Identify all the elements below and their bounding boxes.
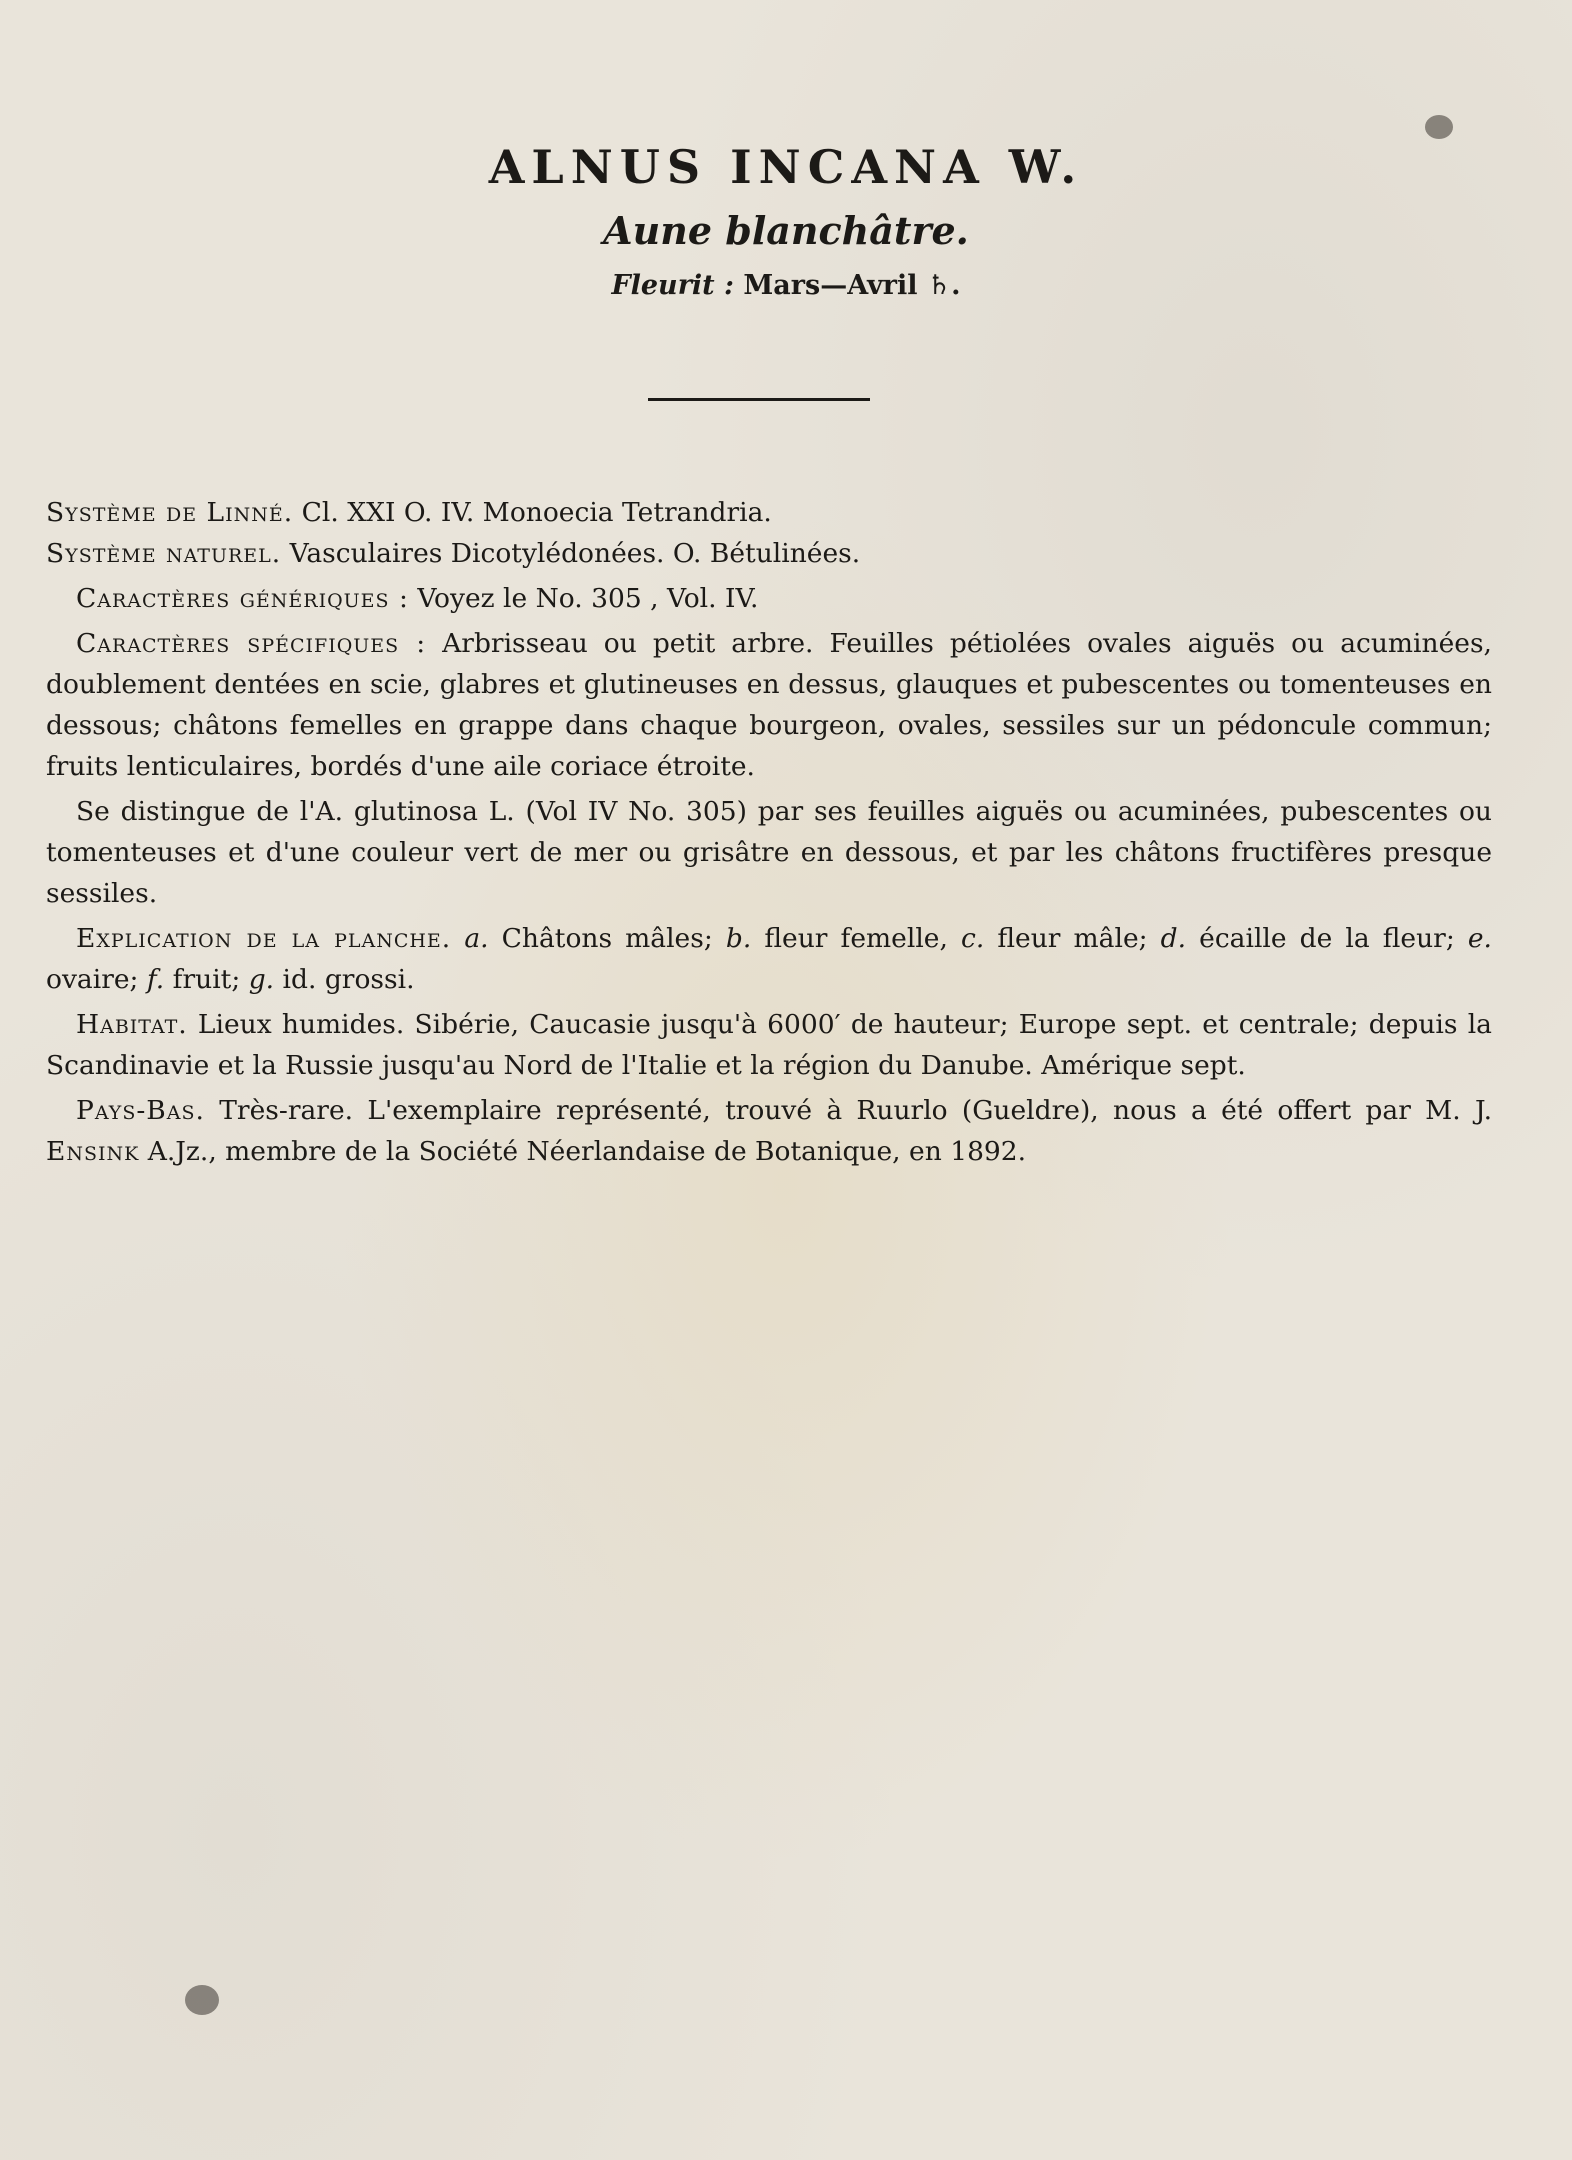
pays-bas-text-1: Très-rare. L'exemplaire représenté, trouvé à Ruurlo (Gueldre), nous a été offert par M. J. bbox=[219, 1095, 1492, 1126]
systeme-naturel-label: Système naturel. bbox=[46, 538, 282, 569]
caracteres-specifiques-text: Arbrisseau ou petit arbre. Feuilles pétiolées ovales aiguës ou acuminées, doublement dentées en scie, glabres et glutineuses en dessus, glauques et pubescentes ou tomenteuses en dessous; châtons femelles en grappe dans chaque bourgeon, ovales, sessiles sur un pédoncule commun; fruits lenticulaires, bordés d'une aile coriace étroite. bbox=[46, 628, 1492, 782]
explication-planche bbox=[46, 918, 1492, 1000]
expl-text-e: ovaire; bbox=[46, 964, 139, 995]
systeme-linne bbox=[46, 492, 1492, 533]
systeme-naturel bbox=[46, 533, 1492, 574]
habitat bbox=[46, 1004, 1492, 1086]
page-subtitle: Aune blanchâtre. bbox=[603, 208, 969, 253]
systeme-linne-label: Système de Linné. bbox=[46, 497, 294, 528]
expl-text-b: fleur femelle, bbox=[764, 923, 948, 954]
expl-letter-a: a. bbox=[464, 923, 489, 954]
expl-letter-b: b. bbox=[725, 923, 752, 954]
caracteres-specifiques-label: Caractères spécifiques : bbox=[76, 628, 427, 659]
habitat-label: Habitat. bbox=[76, 1009, 188, 1040]
expl-letter-f: f. bbox=[146, 964, 165, 995]
expl-letter-g: g. bbox=[248, 964, 275, 995]
systeme-naturel-text: Vasculaires Dicotylédonées. O. Bétulinées. bbox=[289, 538, 861, 569]
explication-label: Explication de la planche. bbox=[76, 923, 452, 954]
caracteres-generiques bbox=[46, 578, 1492, 619]
flowering-value: Mars—Avril ♄. bbox=[743, 270, 961, 301]
caracteres-generiques-label: Caractères génériques : bbox=[76, 583, 409, 614]
expl-letter-d: d. bbox=[1160, 923, 1187, 954]
expl-letter-e: e. bbox=[1467, 923, 1492, 954]
flowering-label: Fleurit : bbox=[611, 270, 735, 301]
stain-spot bbox=[1425, 115, 1453, 139]
expl-text-d: écaille de la fleur; bbox=[1199, 923, 1455, 954]
caracteres-specifiques bbox=[46, 623, 1492, 787]
title-divider bbox=[648, 398, 870, 401]
expl-text-c: fleur mâle; bbox=[997, 923, 1148, 954]
distinction-paragraph: Se distingue de l'A. glutinosa L. (Vol IV No. 305) par ses feuilles aiguës ou acuminées, pubescentes ou tomenteuses et d'une couleur vert de mer ou grisâtre en dessous, et par les châtons fructifères presque sessiles. bbox=[46, 796, 1492, 909]
habitat-text: Lieux humides. Sibérie, Caucasie jusqu'à 6000′ de hauteur; Europe sept. et centrale; depuis la Scandinavie et la Russie jusqu'au Nord de l'Italie et la région du Danube. Amérique sept. bbox=[46, 1009, 1492, 1081]
pays-bas-label: Pays-Bas. bbox=[76, 1095, 205, 1126]
page-title: ALNUS INCANA W. bbox=[488, 140, 1084, 194]
systeme-linne-text: Cl. XXI O. IV. Monoecia Tetrandria. bbox=[301, 497, 772, 528]
pays-bas-name: Ensink bbox=[46, 1136, 140, 1167]
caracteres-generiques-text: Voyez le No. 305 , Vol. IV. bbox=[417, 583, 759, 614]
expl-text-f: fruit; bbox=[172, 964, 241, 995]
flowering-line bbox=[0, 270, 1572, 301]
pays-bas bbox=[46, 1090, 1492, 1172]
description-body bbox=[46, 492, 1492, 1176]
expl-text-a: Châtons mâles; bbox=[501, 923, 713, 954]
pays-bas-text-2: A.Jz., membre de la Société Néerlandaise de Botanique, en 1892. bbox=[147, 1136, 1027, 1167]
expl-letter-c: c. bbox=[961, 923, 985, 954]
expl-text-g: id. grossi. bbox=[282, 964, 415, 995]
stain-spot bbox=[185, 1985, 219, 2015]
